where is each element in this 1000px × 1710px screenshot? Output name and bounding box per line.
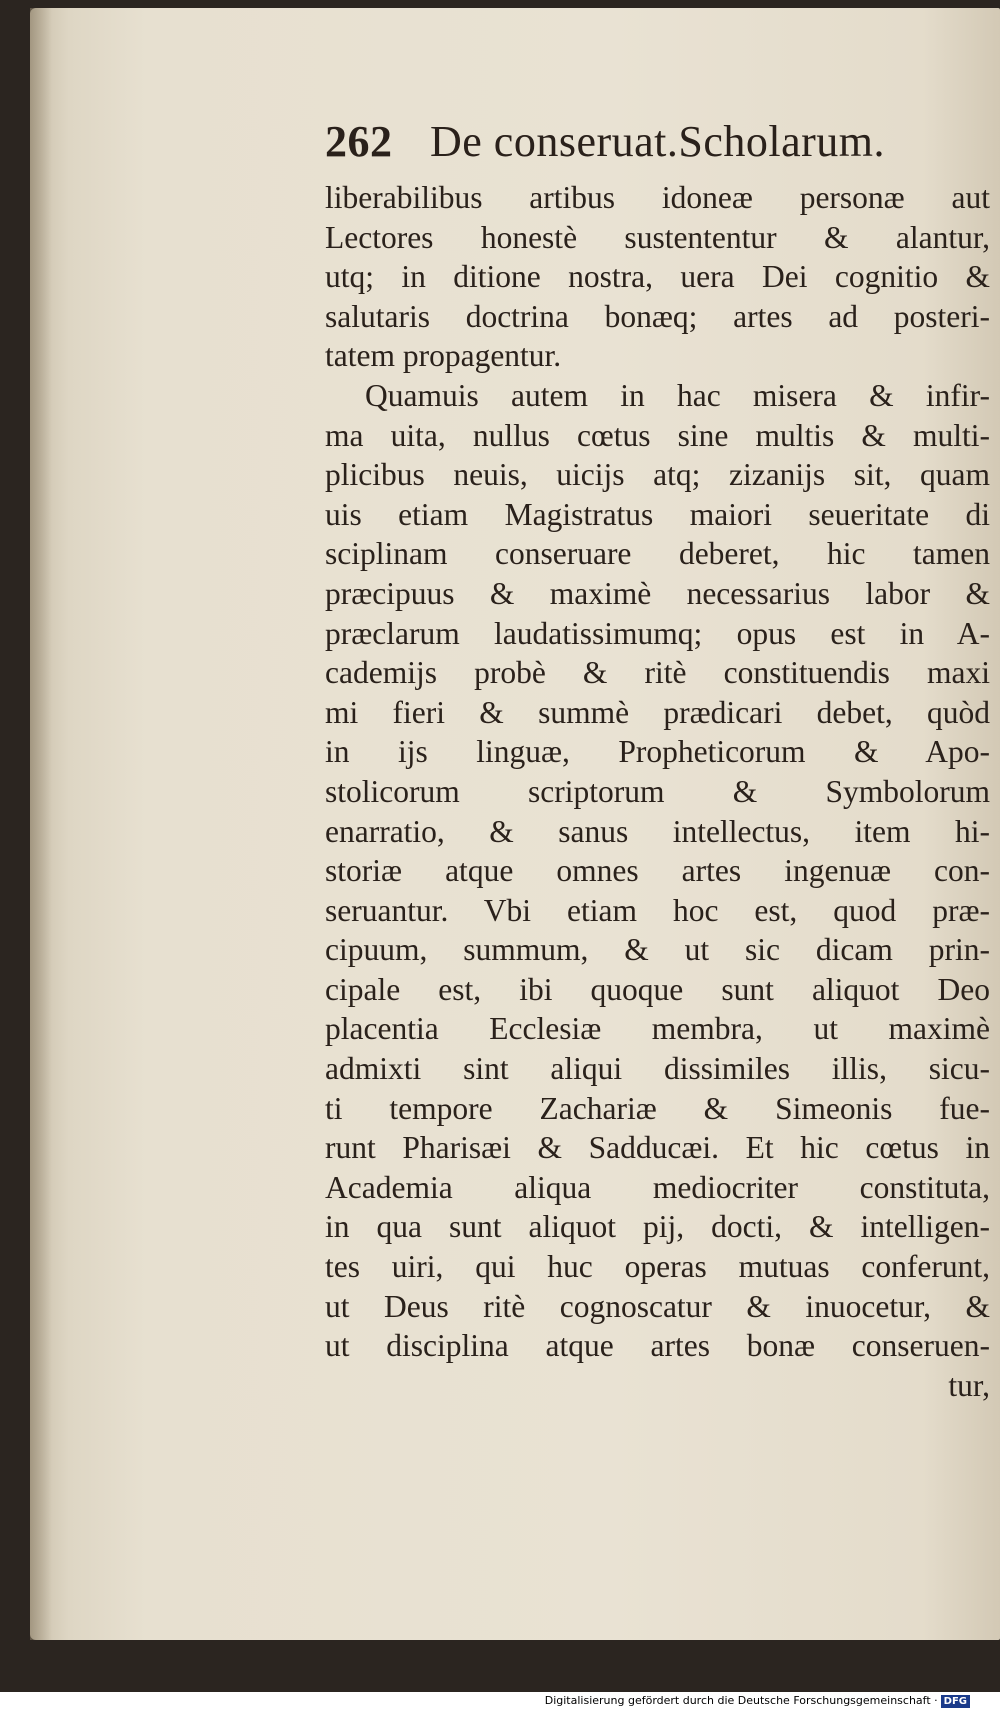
text-line: ut disciplina atque artes bonæ conseruen-	[325, 1328, 990, 1364]
text-line: in ijs linguæ, Propheticorum & Apo-	[325, 734, 990, 770]
text-line: in qua sunt aliquot pij, docti, & intelligen-	[325, 1209, 990, 1245]
dfg-logo: DFG	[941, 1695, 970, 1708]
text-line: utq; in ditione nostra, uera Dei cognitio &	[325, 259, 990, 295]
text-line: admixti sint aliqui dissimiles illis, sicu-	[325, 1051, 990, 1087]
digitization-footer	[0, 1692, 1000, 1710]
text-line: placentia Ecclesiæ membra, ut maximè	[325, 1011, 990, 1047]
body-text	[325, 178, 990, 1366]
text-line: plicibus neuis, uicijs atq; zizanijs sit, quam	[325, 457, 990, 493]
text-line: ti tempore Zachariæ & Simeonis fue-	[325, 1090, 990, 1126]
text-line: seruantur. Vbi etiam hoc est, quod præ-	[325, 892, 990, 928]
text-line: runt Pharisæi & Sadducæi. Et hic cœtus in	[325, 1130, 990, 1166]
text-line: ma uita, nullus cœtus sine multis & multi-	[325, 417, 990, 453]
running-title: De conseruat.Scholarum.	[430, 117, 886, 166]
page-number: 262	[325, 117, 393, 166]
text-line: præcipuus & maximè necessarius labor &	[325, 575, 990, 611]
text-line: Quamuis autem in hac misera & infir-	[365, 377, 990, 413]
text-line: tatem propagentur.	[325, 338, 562, 374]
text-line: liberabilibus artibus idoneæ personæ aut	[325, 180, 990, 215]
text-line: Lectores honestè sustententur & alantur,	[325, 219, 990, 255]
text-line: cipale est, ibi quoque sunt aliquot Deo	[325, 971, 990, 1007]
text-line: sciplinam conseruare deberet, hic tamen	[325, 536, 990, 572]
text-line: ut Deus ritè cognoscatur & inuocetur, &	[325, 1288, 990, 1324]
text-line: præclarum laudatissimumq; opus est in A-	[325, 615, 990, 651]
footer-credit-text: Digitalisierung gefördert durch die Deutsche Forschungsgemeinschaft ·	[544, 1694, 938, 1707]
footer-credit	[545, 1692, 970, 1710]
text-line: Academia aliqua mediocriter constituta,	[325, 1169, 990, 1205]
text-line: salutaris doctrina bonæq; artes ad posteri-	[325, 298, 990, 334]
text-line: mi fieri & summè prædicari debet, quòd	[325, 694, 990, 730]
text-line: stolicorum scriptorum & Symbolorum	[325, 773, 990, 809]
page-gutter-shadow	[30, 8, 52, 1640]
running-head	[325, 112, 990, 178]
catchword: tur,	[948, 1367, 990, 1403]
text-line: uis etiam Magistratus maiori seueritate di	[325, 496, 990, 532]
page-text-block	[325, 112, 990, 1405]
text-line: cademijs probè & ritè constituendis maxi	[325, 655, 990, 691]
text-line: enarratio, & sanus intellectus, item hi-	[325, 813, 990, 849]
text-line: storiæ atque omnes artes ingenuæ con-	[325, 853, 990, 889]
text-line: tes uiri, qui huc operas mutuas conferunt,	[325, 1249, 990, 1285]
text-line: cipuum, summum, & ut sic dicam prin-	[325, 932, 990, 968]
